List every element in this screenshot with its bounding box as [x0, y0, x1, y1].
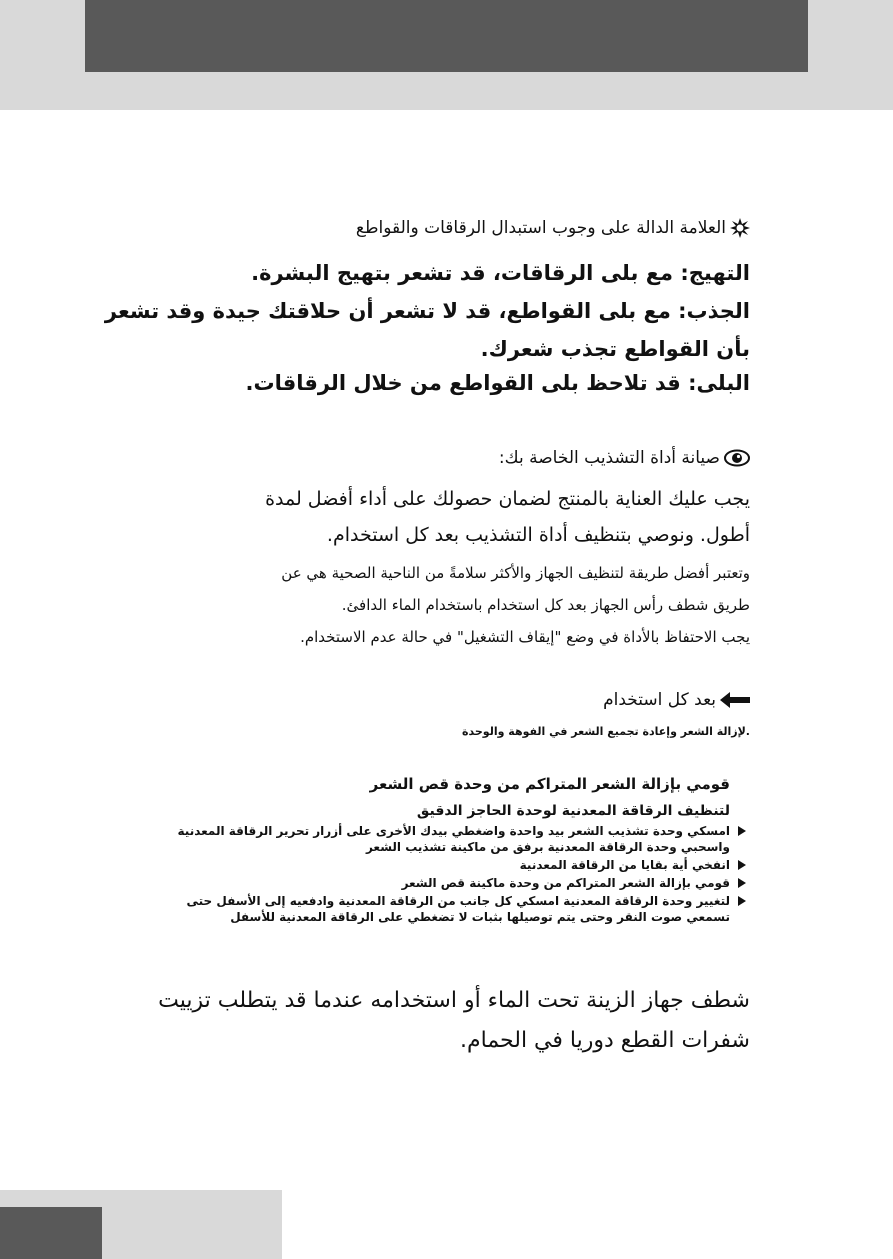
section3-heading-text: بعد كل استخدام	[603, 690, 716, 710]
list-item: انفخي أية بقايا من الرقاقة المعدنية	[160, 857, 750, 873]
sun-burst-icon	[730, 218, 750, 238]
bottom-line-1: شطف جهاز الزينة تحت الماء أو استخدامه عندما قد يتطلب تزييت	[158, 988, 750, 1013]
bottom-line-2: شفرات القطع دوريا في الحمام.	[460, 1028, 750, 1053]
list-item: امسكي وحدة تشذيب الشعر بيد واحدة واضغطي بيدك الأخرى على أزرار تحرير الرقاقة المعدنية واسحبي وحدة الرقاقة المعدنية برفق من ماكينة تشذيب الشعر	[160, 823, 750, 855]
section2-heading	[499, 448, 750, 468]
section3-heading	[603, 690, 750, 710]
section1-heading	[356, 218, 750, 238]
arrow-left-icon	[720, 692, 750, 708]
list-item: قومي بإزالة الشعر المتراكم من وحدة ماكينة قص الشعر	[160, 875, 750, 891]
box-title: قومي بإزالة الشعر المتراكم من وحدة قص الشعر	[369, 775, 730, 793]
section1-line-4: البلى: قد تلاحظ بلى القواطع من خلال الرقاقات.	[245, 371, 750, 395]
box-subtitle: لتنظيف الرقاقة المعدنية لوحدة الحاجز الدقيق	[416, 803, 730, 819]
section1-line-3: بأن القواطع تجذب شعرك.	[480, 337, 750, 361]
section2-line-1: يجب عليك العناية بالمنتج لضمان حصولك على أداء أفضل لمدة	[265, 488, 750, 510]
bullet-triangle-icon	[738, 878, 746, 888]
section1-heading-text: العلامة الدالة على وجوب استبدال الرقاقات والقواطع	[355, 218, 726, 238]
bullet-triangle-icon	[738, 826, 746, 836]
section2-line-2: أطول. ونوصي بتنظيف أداة التشذيب بعد كل استخدام.	[326, 524, 750, 546]
box-list	[160, 823, 750, 925]
section3-tiny-line: .لإزالة الشعر وإعادة تجميع الشعر في الفوهة والوحدة	[462, 725, 750, 738]
list-item: لتغيير وحدة الرقاقة المعدنية امسكي كل جانب من الرقاقة المعدنية وادفعيه إلى الأسفل حتى تسمعي صوت النقر وحتى يتم توصيلها بثبات لا تضغطي على الرقاقة المعدنية للأسفل	[160, 893, 750, 925]
section2-small-2: طريق شطف رأس الجهاز بعد كل استخدام باستخدام الماء الدافئ.	[341, 596, 750, 614]
footer-bar	[0, 1207, 102, 1259]
section2-heading-text: صيانة أداة التشذيب الخاصة بك:	[498, 448, 720, 468]
cleaning-instructions-box	[160, 775, 750, 927]
section1-line-2: الجذب: مع بلى القواطع، قد لا تشعر أن حلاقتك جيدة وقد تشعر	[104, 299, 750, 323]
section2-small-3: يجب الاحتفاظ بالأداة في وضع "إيقاف التشغيل" في حالة عدم الاستخدام.	[300, 628, 750, 646]
header-bar	[85, 0, 808, 72]
eye-icon	[724, 449, 750, 467]
bullet-triangle-icon	[738, 896, 746, 906]
section2-small-1: وتعتبر أفضل طريقة لتنظيف الجهاز والأكثر سلامةً من الناحية الصحية هي عن	[281, 564, 750, 582]
bullet-triangle-icon	[738, 860, 746, 870]
section1-line-1: التهيج: مع بلى الرقاقات، قد تشعر بتهيج البشرة.	[251, 261, 750, 285]
